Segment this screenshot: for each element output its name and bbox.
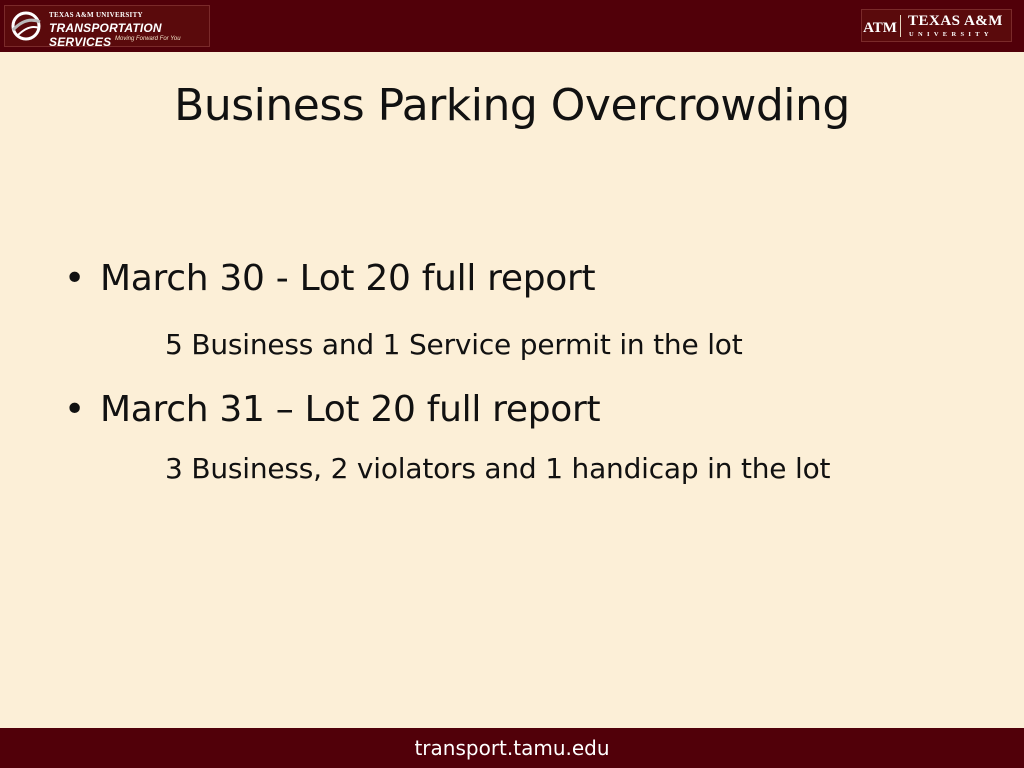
bullet-marker: •	[64, 389, 85, 430]
logo-divider	[900, 15, 901, 37]
logo-tagline: Moving Forward For You	[115, 36, 181, 42]
logo-university-text: TEXAS A&M UNIVERSITY	[49, 11, 143, 19]
bullet-text: March 30 - Lot 20 full report	[100, 258, 596, 299]
atm-monogram-icon	[863, 14, 897, 38]
bullet-detail: 5 Business and 1 Service permit in the lot	[165, 328, 743, 361]
bullet-marker: •	[64, 258, 85, 299]
logo-subtitle: UNIVERSITY	[909, 31, 993, 38]
transportation-swoosh-icon	[9, 10, 43, 42]
header-bar	[0, 0, 1024, 52]
bullet-detail: 3 Business, 2 violators and 1 handicap in the lot	[165, 452, 831, 485]
bullet-text: March 31 – Lot 20 full report	[100, 389, 601, 430]
logo-department-text: TRANSPORTATION SERVICES	[49, 21, 162, 49]
footer-url[interactable]: transport.tamu.edu	[414, 736, 610, 760]
texas-am-logo[interactable]	[861, 9, 1012, 42]
footer-bar	[0, 728, 1024, 768]
logo-name: TEXAS A&M	[908, 13, 1003, 29]
svg-text:ATM: ATM	[863, 20, 897, 36]
transportation-services-logo[interactable]	[4, 5, 210, 47]
slide-title: Business Parking Overcrowding	[174, 80, 850, 131]
